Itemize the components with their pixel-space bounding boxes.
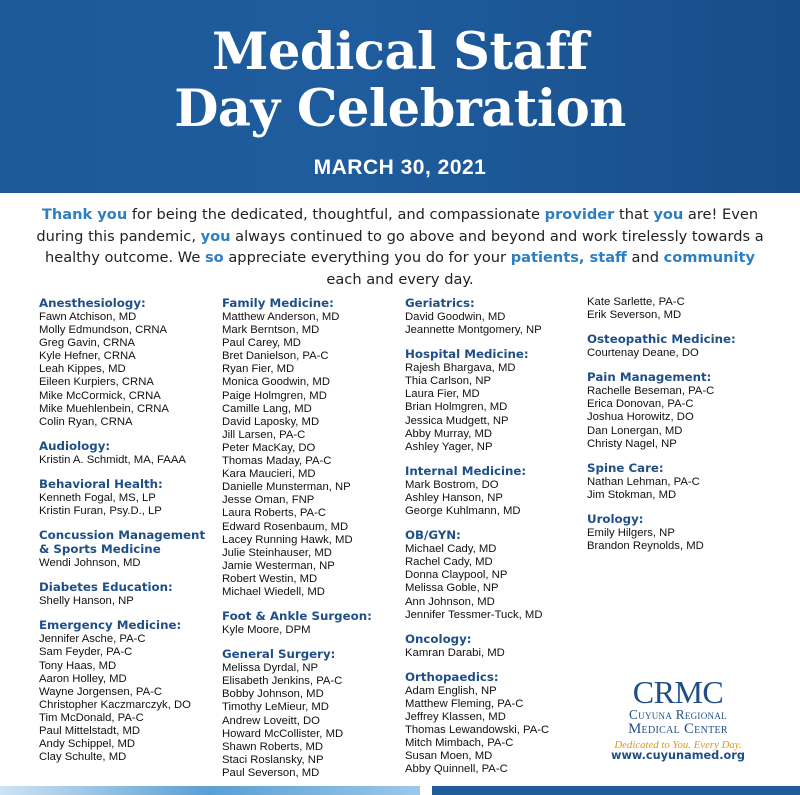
staff-name: Robert Westin, MD xyxy=(222,572,318,585)
intro-highlight: Thank you xyxy=(41,206,128,223)
intro-text: that xyxy=(614,206,654,223)
event-date: MARCH 30, 2021 xyxy=(313,156,487,179)
specialty-heading: Emergency Medicine: xyxy=(39,618,182,633)
intro-text: appreciate everything you do for your xyxy=(223,249,511,266)
staff-name: Ashley Yager, NP xyxy=(405,440,493,453)
logo-mark: CRMC xyxy=(632,674,724,710)
specialty-section xyxy=(405,464,585,518)
staff-name: Danielle Munsterman, NP xyxy=(222,481,351,494)
staff-name: Jessica Mudgett, NP xyxy=(405,414,509,427)
specialty-heading: Pain Management: xyxy=(587,370,712,385)
specialty-heading: Orthopaedics: xyxy=(405,669,499,684)
staff-name: Kenneth Fogal, MS, LP xyxy=(39,491,156,504)
specialty-section xyxy=(405,632,585,660)
staff-name: Michael Cady, MD xyxy=(405,543,497,556)
staff-name: Timothy LeMieur, MD xyxy=(222,701,329,714)
staff-name: Mark Bostrom, DO xyxy=(405,478,499,491)
staff-name: Jim Stokman, MD xyxy=(587,488,677,501)
staff-name: Joshua Horowitz, DO xyxy=(587,411,694,424)
specialty-heading: Behavioral Health: xyxy=(39,476,163,491)
intro-highlight: community xyxy=(663,249,755,266)
staff-name: Elisabeth Jenkins, PA-C xyxy=(222,675,343,688)
specialty-heading: Audiology: xyxy=(39,438,111,453)
specialty-section xyxy=(39,296,219,429)
staff-name: Christopher Kaczmarczyk, DO xyxy=(39,698,191,711)
staff-name: Paul Carey, MD xyxy=(222,337,301,350)
staff-name: Kristin A. Schmidt, MA, FAAA xyxy=(39,453,186,466)
staff-name: Bobby Johnson, MD xyxy=(222,688,324,701)
staff-name: Wendi Johnson, MD xyxy=(39,557,141,570)
specialty-section xyxy=(587,296,767,322)
specialty-heading: Osteopathic Medicine: xyxy=(587,332,736,347)
staff-name: Abby Murray, MD xyxy=(405,427,493,440)
specialty-section xyxy=(405,670,585,777)
staff-name: Michael Wiedell, MD xyxy=(222,585,325,598)
staff-name: Rachel Cady, MD xyxy=(405,556,493,569)
staff-name: Nathan Lehman, PA-C xyxy=(587,475,700,488)
specialty-section xyxy=(39,618,219,764)
specialty-section xyxy=(587,332,767,360)
staff-name: Sam Feyder, PA-C xyxy=(39,646,133,659)
specialty-section xyxy=(39,439,219,467)
staff-name: Jeannette Montgomery, NP xyxy=(405,324,542,337)
staff-name: Colin Ryan, CRNA xyxy=(39,415,133,428)
staff-name: Camille Lang, MD xyxy=(222,402,312,415)
footer-bar-left xyxy=(0,786,420,795)
specialty-heading: Hospital Medicine: xyxy=(405,347,529,362)
staff-name: Thomas Lewandowski, PA-C xyxy=(405,724,550,737)
logo-line-2: Medical Center xyxy=(628,721,728,737)
specialty-section xyxy=(587,370,767,450)
staff-name: Paul Mittelstadt, MD xyxy=(39,724,141,737)
staff-name: Susan Moen, MD xyxy=(405,750,493,763)
staff-name: Jeffrey Klassen, MD xyxy=(405,710,506,723)
intro-text: for being the dedicated, thoughtful, and compassionate xyxy=(127,206,545,223)
crmc-logo xyxy=(608,676,748,752)
staff-name: Abby Quinnell, PA-C xyxy=(405,763,508,776)
intro-text: and xyxy=(626,249,664,266)
staff-name: Matthew Anderson, MD xyxy=(222,311,340,323)
staff-name: David Laposky, MD xyxy=(222,415,320,428)
staff-name: Erik Severson, MD xyxy=(587,309,682,322)
staff-column-1 xyxy=(39,296,219,774)
staff-name: Mitch Mimbach, PA-C xyxy=(405,737,514,750)
specialty-section xyxy=(222,647,402,780)
intro-highlight: you xyxy=(200,227,231,245)
staff-name: Kyle Moore, DPM xyxy=(222,624,311,637)
specialty-heading: Geriatrics: xyxy=(405,296,475,310)
staff-name: Peter MacKay, DO xyxy=(222,441,316,454)
staff-name: Rachelle Beseman, PA-C xyxy=(587,385,715,398)
intro-highlight: patients, staff xyxy=(510,249,627,266)
staff-name: Thomas Maday, PA-C xyxy=(222,455,332,468)
staff-name: Eileen Kurpiers, CRNA xyxy=(39,376,154,389)
specialty-heading: Spine Care: xyxy=(587,460,664,475)
staff-name: Laura Roberts, PA-C xyxy=(222,507,327,520)
website-url: www.cuyunamed.org xyxy=(611,749,745,762)
staff-name: Brandon Reynolds, MD xyxy=(587,540,704,553)
specialty-heading: Urology: xyxy=(587,511,644,526)
staff-name: Paige Holmgren, MD xyxy=(222,389,327,402)
staff-name: Fawn Atchison, MD xyxy=(39,311,137,323)
staff-name: Melissa Goble, NP xyxy=(405,582,499,595)
staff-name: Paul Severson, MD xyxy=(222,766,320,779)
staff-name: Aaron Holley, MD xyxy=(39,672,127,685)
staff-name: Courtenay Deane, DO xyxy=(587,347,699,360)
specialty-heading: OB/GYN: xyxy=(405,528,461,543)
staff-name: Wayne Jorgensen, PA-C xyxy=(39,685,163,698)
specialty-section xyxy=(39,477,219,518)
staff-name: Brian Holmgren, MD xyxy=(405,401,508,414)
staff-name: Tim McDonald, PA-C xyxy=(39,711,144,724)
staff-name: Jill Larsen, PA-C xyxy=(222,428,306,441)
staff-name: Ryan Fier, MD xyxy=(222,363,295,376)
page-title xyxy=(0,24,800,138)
specialty-heading: General Surgery: xyxy=(222,647,336,662)
staff-name: Jesse Oman, FNP xyxy=(222,494,315,507)
staff-name: Christy Nagel, NP xyxy=(587,437,677,450)
specialty-heading: Foot & Ankle Surgeon: xyxy=(222,609,372,624)
intro-text: each and every day. xyxy=(326,270,474,288)
specialty-heading: Oncology: xyxy=(405,631,472,646)
specialty-heading: Diabetes Education: xyxy=(39,580,173,595)
staff-name: Laura Fier, MD xyxy=(405,388,480,401)
staff-name: Ashley Hanson, NP xyxy=(405,491,503,504)
staff-name: Clay Schulte, MD xyxy=(39,751,127,764)
staff-column-2 xyxy=(222,296,402,790)
staff-name: Bret Danielson, PA-C xyxy=(222,350,329,363)
title-line-1: Medical Staff xyxy=(212,22,588,82)
logo-line-1: Cuyuna Regional xyxy=(629,707,727,722)
staff-name: Kyle Hefner, CRNA xyxy=(39,350,136,363)
specialty-section xyxy=(587,512,767,553)
staff-name: Greg Gavin, CRNA xyxy=(39,337,136,350)
specialty-section xyxy=(587,461,767,502)
staff-name: Emily Hilgers, NP xyxy=(587,526,675,539)
staff-name: Tony Haas, MD xyxy=(39,659,117,672)
specialty-section xyxy=(405,528,585,622)
staff-name: Adam English, NP xyxy=(405,684,497,697)
staff-name: Jennifer Asche, PA-C xyxy=(39,633,146,646)
staff-name: Rajesh Bhargava, MD xyxy=(405,362,516,375)
specialty-section xyxy=(39,528,219,570)
staff-name: Jamie Westerman, NP xyxy=(222,559,335,572)
staff-name: Leah Kippes, MD xyxy=(39,363,126,376)
staff-name: Shawn Roberts, MD xyxy=(222,740,324,753)
intro-highlight: you xyxy=(653,206,684,223)
staff-name: Dan Lonergan, MD xyxy=(587,424,683,437)
intro-text: always continued to go above and beyond and work tirelessly towards a healthy outcome. We xyxy=(45,227,764,266)
staff-name: Kamran Darabi, MD xyxy=(405,646,505,659)
staff-name: Andy Schippel, MD xyxy=(39,738,136,751)
specialty-section xyxy=(405,296,585,337)
staff-name: Mark Berntson, MD xyxy=(222,324,320,337)
intro-text: are! Even during this pandemic, xyxy=(36,206,759,245)
logo-tagline: Dedicated to You. Every Day. xyxy=(614,739,742,751)
specialty-heading: Anesthesiology: xyxy=(39,296,146,310)
header-banner xyxy=(0,0,800,193)
specialty-section xyxy=(222,609,402,637)
staff-name: Lacey Running Hawk, MD xyxy=(222,533,353,546)
specialty-section xyxy=(39,580,219,608)
specialty-heading: Concussion Management & Sports Medicine xyxy=(39,528,206,557)
staff-name: Jennifer Tessmer-Tuck, MD xyxy=(405,608,543,621)
staff-name: Shelly Hanson, NP xyxy=(39,595,134,608)
staff-name: Staci Roslansky, NP xyxy=(222,753,324,766)
title-line-2: Day Celebration xyxy=(174,79,626,139)
staff-name: Julie Steinhauser, MD xyxy=(222,546,332,559)
staff-name: Mike Muehlenbein, CRNA xyxy=(39,402,169,415)
staff-name: Donna Claypool, NP xyxy=(405,569,508,582)
intro-highlight: so xyxy=(205,249,224,266)
footer-bar-right xyxy=(432,786,800,795)
staff-name: Howard McCollister, MD xyxy=(222,727,344,740)
staff-name: Ann Johnson, MD xyxy=(405,595,495,608)
staff-name: Thia Carlson, NP xyxy=(405,375,492,388)
specialty-heading: Internal Medicine: xyxy=(405,463,527,478)
staff-name: Molly Edmundson, CRNA xyxy=(39,324,168,337)
staff-name: Mike McCormick, CRNA xyxy=(39,389,161,402)
staff-name: Erica Donovan, PA-C xyxy=(587,398,694,411)
staff-column-3 xyxy=(405,296,585,786)
staff-column-4 xyxy=(587,296,767,563)
intro-highlight: provider xyxy=(544,206,615,223)
staff-name: Kristin Furan, Psy.D., LP xyxy=(39,505,162,518)
specialty-section xyxy=(405,347,585,454)
specialty-heading: Family Medicine: xyxy=(222,296,334,310)
specialty-section xyxy=(222,296,402,599)
intro-paragraph xyxy=(30,204,770,290)
staff-name: Matthew Fleming, PA-C xyxy=(405,697,524,710)
staff-name: Monica Goodwin, MD xyxy=(222,376,330,389)
staff-name: George Kuhlmann, MD xyxy=(405,505,521,518)
staff-name: Melissa Dyrdal, NP xyxy=(222,662,319,675)
staff-name: Edward Rosenbaum, MD xyxy=(222,520,349,533)
staff-name: David Goodwin, MD xyxy=(405,311,506,323)
staff-name: Kate Sarlette, PA-C xyxy=(587,296,685,308)
staff-name: Kara Maucieri, MD xyxy=(222,468,316,481)
staff-name: Andrew Loveitt, DO xyxy=(222,714,320,727)
